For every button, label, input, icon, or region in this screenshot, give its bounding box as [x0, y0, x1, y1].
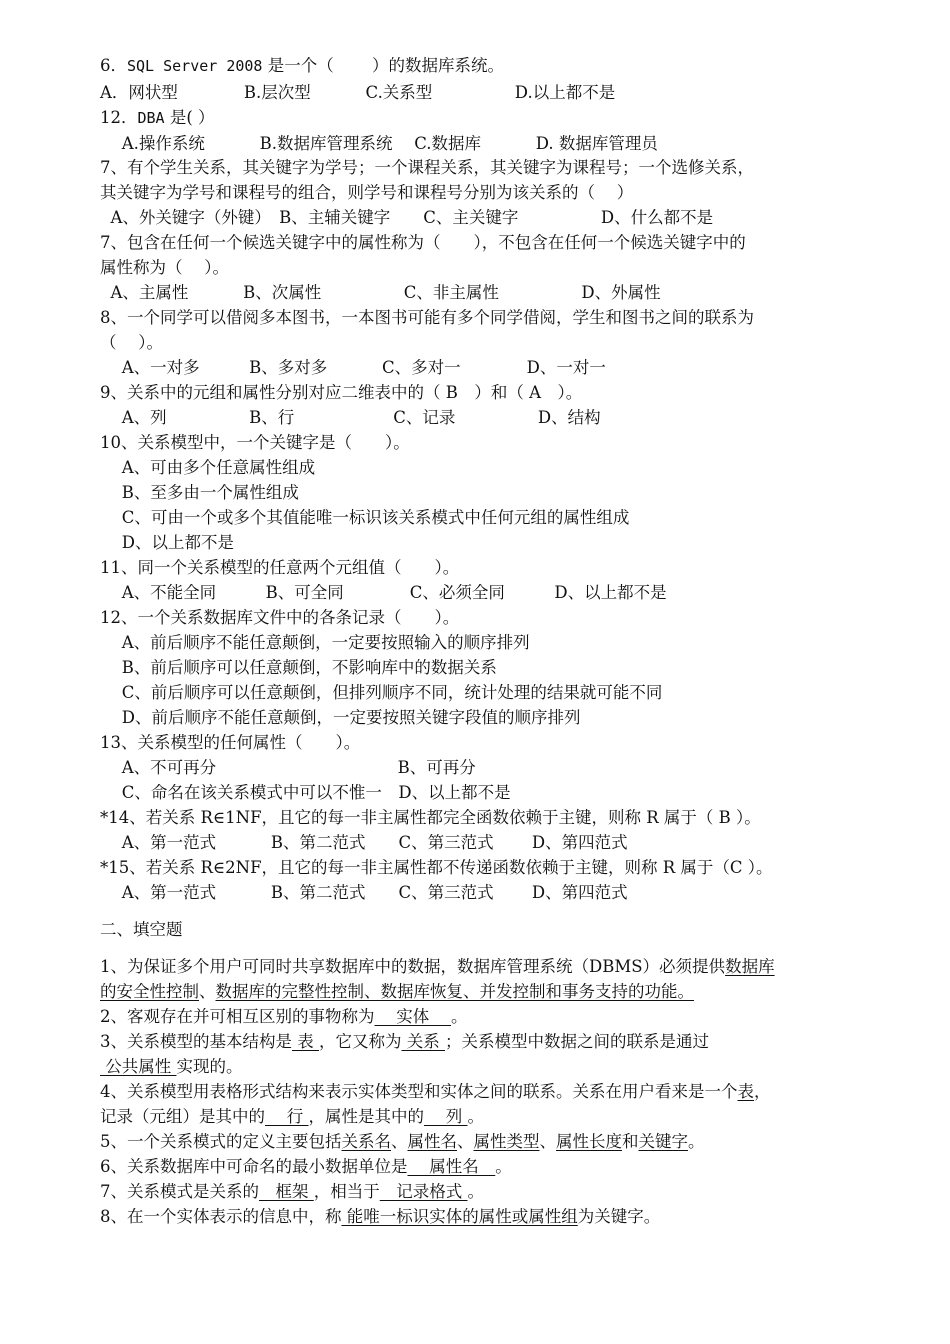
line-text: A、第一范式 B、第二范式 C、第三范式 D、第四范式 [100, 883, 628, 902]
answer-text: 表 [292, 1032, 319, 1051]
answer-text: 记录格式 [379, 1182, 468, 1201]
text-line [100, 107, 215, 129]
line-text: 13、关系模型的任何属性（ ）。 [100, 733, 361, 752]
line-text: 其关键字为学号和课程号的组合，则学号和课程号分别为该关系的（ ） [100, 183, 634, 202]
text-line [100, 807, 761, 829]
line-text: 6． [100, 56, 127, 75]
line-text: 是( ） [164, 108, 215, 127]
line-text: A、不能全同 B、可全同 C、必须全同 D、以上都不是 [100, 583, 667, 602]
answer-text: 关键字 [638, 1132, 688, 1151]
line-text: 和 [622, 1132, 639, 1151]
line-text: C、可由一个或多个其值能唯一标识该关系模式中任何元组的属性组成 [100, 508, 630, 527]
line-text: 。 [451, 1007, 468, 1026]
line-text: 10、关系模型中，一个关键字是（ ）。 [100, 433, 410, 452]
text-line [100, 857, 773, 879]
answer-text: 属性名 [407, 1157, 496, 1176]
text-line [100, 732, 360, 754]
line-text: B、前后顺序可以任意颠倒，不影响库中的数据关系 [100, 658, 497, 677]
text-line [100, 432, 410, 454]
text-line [100, 657, 497, 679]
text-line [100, 1156, 512, 1178]
answer-text: 能唯一标识实体的属性或属性组 [341, 1207, 578, 1226]
line-text: *14、若关系 R∈1NF，且它的每一非主属性都完全函数依赖于主键，则称 R 属于（ B ）。 [100, 808, 761, 827]
answer-text: 数据库 [725, 957, 775, 976]
line-text: 4、关系模型用表格形式结构来表示实体类型和实体之间的联系。关系在用户看来是一个 [100, 1082, 738, 1101]
line-text: 实现的。 [176, 1057, 243, 1076]
text-line [100, 55, 504, 77]
answer-text: 、数据库恢复、并发控制和事务支持的功能。 [364, 982, 694, 1001]
line-text: 是一个（ ）的数据库系统。 [262, 56, 504, 75]
text-line [100, 382, 582, 404]
text-line [100, 607, 459, 629]
text-line [100, 981, 694, 1003]
line-text: B、至多由一个属性组成 [100, 483, 299, 502]
text-line [100, 557, 459, 579]
answer-text: 的安全性控制 [100, 982, 199, 1001]
text-line [100, 919, 183, 941]
line-text: A、第一范式 B、第二范式 C、第三范式 D、第四范式 [100, 833, 628, 852]
text-line [100, 257, 229, 279]
answer-text: 属性类型 [473, 1132, 540, 1151]
text-line [100, 332, 163, 354]
line-text: 、 [539, 1132, 556, 1151]
line-text: C、前后顺序可以任意颠倒，但排列顺序不同，统计处理的结果就可能不同 [100, 683, 663, 702]
text-line [100, 282, 661, 304]
line-text: 属性称为（ ）。 [100, 258, 229, 277]
line-text: （ ）。 [100, 333, 163, 352]
line-text: DBA [137, 109, 165, 127]
line-text: ，它又称为 [319, 1032, 402, 1051]
text-line [100, 482, 299, 504]
line-text: 6、关系数据库中可命名的最小数据单位是 [100, 1157, 408, 1176]
line-text: 7、关系模式是关系的 [100, 1182, 259, 1201]
text-line [100, 133, 658, 155]
line-text: A．网状型 B.层次型 C.关系型 D.以上都不是 [100, 83, 616, 102]
line-text: 7、有个学生关系，其关键字为学号；一个课程关系，其关键字为课程号；一个选修关系， [100, 158, 754, 177]
text-line [100, 232, 746, 254]
text-line [100, 1031, 709, 1053]
line-text: 3、关系模型的基本结构是 [100, 1032, 292, 1051]
text-line [100, 757, 476, 779]
line-text: A.操作系统 B.数据库管理系统 C.数据库 D. 数据库管理员 [100, 134, 658, 153]
line-text: 为关键字。 [577, 1207, 661, 1226]
text-line [100, 1206, 660, 1228]
text-line [100, 357, 606, 379]
line-text: 记录（元组）是其中的 [100, 1107, 265, 1126]
line-text: 、 [457, 1132, 474, 1151]
line-text: A、不可再分 B、可再分 [100, 758, 476, 777]
line-text: 9、关系中的元组和属性分别对应二维表中的（ B ）和（ A ）。 [100, 383, 583, 402]
text-line [100, 882, 628, 904]
answer-text: 框架 [259, 1182, 314, 1201]
text-line [100, 632, 530, 654]
answer-text: 关系名 [341, 1132, 391, 1151]
answer-text: 属性名 [407, 1132, 457, 1151]
line-text: A、外关键字（外键） B、主辅关键字 C、主关键字 D、什么都不是 [100, 208, 714, 227]
line-text: D、前后顺序不能任意颠倒，一定要按照关键字段值的顺序排列 [100, 708, 581, 727]
line-text: A、可由多个任意属性组成 [100, 458, 316, 477]
text-line [100, 407, 601, 429]
line-text: 8、在一个实体表示的信息中，称 [100, 1207, 342, 1226]
line-text: 12、一个关系数据库文件中的各条记录（ ）。 [100, 608, 460, 627]
text-line [100, 82, 615, 104]
line-text: 。 [467, 1182, 484, 1201]
text-line [100, 1006, 468, 1028]
answer-text: 公共属性 [100, 1057, 177, 1076]
answer-text: 数据库的完整性控制 [215, 982, 364, 1001]
line-text: C、命名在该关系模式中可以不惟一 D、以上都不是 [100, 783, 511, 802]
text-line [100, 207, 713, 229]
text-line [100, 1056, 243, 1078]
line-text: ，属性是其中的 [308, 1107, 424, 1126]
line-text: *15、若关系 R∈2NF，且它的每一非主属性都不传递函数依赖于主键，则称 R 属于（C ）。 [100, 858, 773, 877]
text-line [100, 782, 511, 804]
text-line [100, 307, 754, 329]
line-text: 1、为保证多个用户可同时共享数据库中的数据，数据库管理系统（DBMS）必须提供 [100, 957, 726, 976]
line-text: ，相当于 [313, 1182, 380, 1201]
text-line [100, 682, 662, 704]
line-text: A、主属性 B、次属性 C、非主属性 D、外属性 [100, 283, 661, 302]
text-line [100, 182, 633, 204]
line-text: A、列 B、行 C、记录 D、结构 [100, 408, 601, 427]
text-line [100, 507, 629, 529]
answer-text: 表 [737, 1082, 754, 1101]
line-text: 5、一个关系模式的定义主要包括 [100, 1132, 342, 1151]
text-line [100, 1106, 484, 1128]
answer-text: 实体 [374, 1007, 451, 1026]
text-line [100, 956, 775, 978]
line-text: ；关系模型中数据之间的联系是通过 [445, 1032, 709, 1051]
answer-text: 属性长度 [556, 1132, 622, 1151]
line-text: SQL Server 2008 [127, 57, 263, 75]
text-line [100, 1181, 484, 1203]
text-line [100, 457, 315, 479]
text-line [100, 1131, 705, 1153]
line-text: 。 [495, 1157, 512, 1176]
line-text: A、一对多 B、多对多 C、多对一 D、一对一 [100, 358, 606, 377]
text-line [100, 707, 580, 729]
line-text: 、 [199, 982, 216, 1001]
line-text: 、 [391, 1132, 408, 1151]
line-text: 2、客观存在并可相互区别的事物称为 [100, 1007, 375, 1026]
line-text: D、以上都不是 [100, 533, 234, 552]
text-line [100, 157, 754, 179]
line-text: ， [754, 1082, 771, 1101]
line-text: 。 [467, 1107, 484, 1126]
text-line [100, 582, 667, 604]
text-line [100, 832, 628, 854]
text-line [100, 1081, 771, 1103]
answer-text: 列 [424, 1107, 468, 1126]
line-text: 11、同一个关系模型的任意两个元组值（ ）。 [100, 558, 460, 577]
text-line [100, 532, 234, 554]
line-text: 二、填空题 [100, 920, 183, 939]
line-text: 。 [688, 1132, 705, 1151]
line-text: 7、包含在任何一个候选关键字中的属性称为（ ），不包含在任何一个候选关键字中的 [100, 233, 746, 252]
answer-text: 关系 [401, 1032, 445, 1051]
line-text: 12． [100, 108, 138, 127]
answer-text: 行 [265, 1107, 309, 1126]
line-text: A、前后顺序不能任意颠倒，一定要按照输入的顺序排列 [100, 633, 530, 652]
line-text: 8、一个同学可以借阅多本图书，一本图书可能有多个同学借阅，学生和图书之间的联系为 [100, 308, 754, 327]
